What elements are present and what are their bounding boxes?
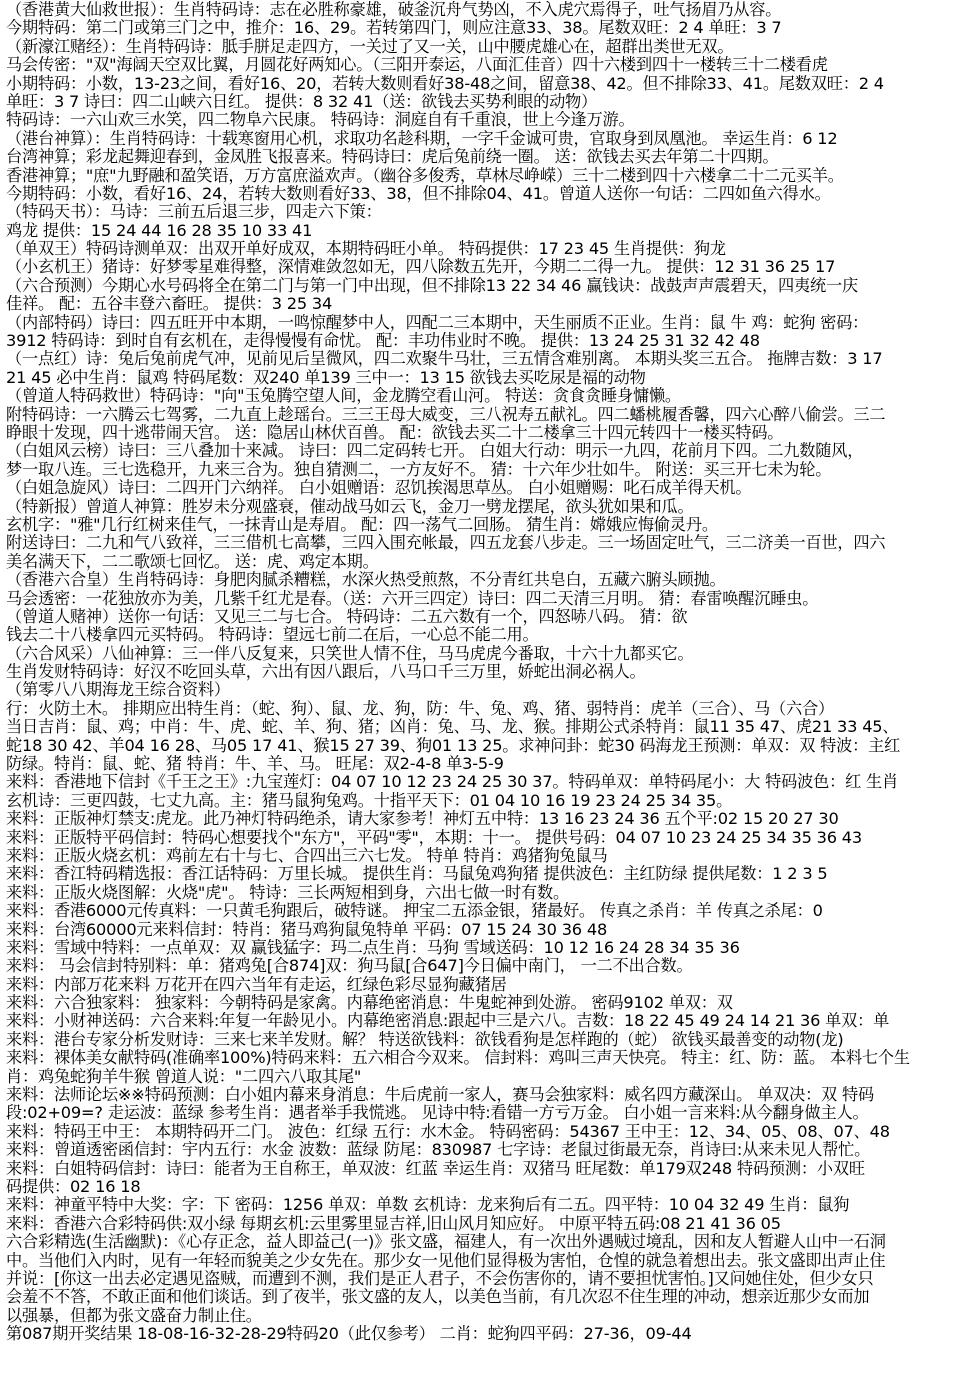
text-line: 生肖发财特码诗：好汉不吃回头草，六出有因八跟后，八马口千三万里，娇蛇出洞必祸人。 bbox=[6, 663, 646, 682]
text-line: 来料：雪域中特料：一点单双：双 赢钱猛字：玛二点生肖：马狗 雪域送码：10 12 16 24 28 34 35 36 bbox=[6, 938, 740, 957]
text-line: 来料：香港六合彩特码供:双小绿 每期玄机:云里雾里显吉祥,旧山风月知应好。 中原平特五码:08 21 41 36 05 bbox=[6, 1214, 781, 1233]
text-line: （一点红）诗：兔后兔前虎气冲，见前见后呈微风，四二欢聚牛马壮，三五情含难别离。 本期头奖三五合。 拖牌吉数：3 17 bbox=[6, 350, 883, 369]
text-line: 来料：裸体美女献特码(准确率100%)特码来料：五六相合今双来。 信封料：鸡叫三声天快亮。 特主：红、防：蓝。 本料七个生 bbox=[6, 1049, 910, 1068]
text-line: 来料：香港地下信封《千王之王》:九宝莲灯：04 07 10 12 23 24 25 30 37。特码单双：单特码尾小：大 特码波色：红 生肖 bbox=[6, 773, 898, 792]
text-line: （特新报）曾道人神算：胜岁未分观盛衰，催动战马如云飞，金刀一劈龙摆尾，欲头犹如果和瓜。 bbox=[6, 497, 694, 516]
text-line: 六合彩精选(生活幽默)：《心存正念，益人即益己(一)》张文盛，福建人，有一次出外遇贼过境乱，因和友人暂避人山中一石洞 bbox=[6, 1233, 886, 1252]
text-line: 防绿。特肖：鼠、蛇、猪 特肖：牛、羊、马。 旺尾：双2-4-8 单3-5-9 bbox=[6, 755, 504, 774]
text-line: 来料：内部万花来料 万花开在四六当年有走运，红绿色彩尽显狗藏猪居 bbox=[6, 975, 507, 994]
text-line: 段:02+09=? 走运波：蓝绿 参考生肖：遇者举手我慌逃。 见诗中特:看错一方亏万金。 白小姐一言来料:从今翻身做主人。 bbox=[6, 1104, 869, 1123]
text-line: 今期特码：第二门或第三门之中，推介：16、29。若转第四门，则应注意33、38。尾数双旺：2 4 单旺：3 7 bbox=[6, 19, 782, 38]
text-line: （白姐急旋风）诗曰：二四开门六纳祥。 白小姐赠语：忍饥挨渴思草丛。 白小姐赠赐：叱石成羊得天机。 bbox=[6, 479, 752, 498]
text-line: （内部特码）诗曰：四五旺开中本期，一鸣惊醒梦中人，四配二三本期中，天生丽质不正业。生肖：鼠 牛 鸡：蛇狗 密码： bbox=[6, 313, 869, 332]
text-line: 香港神算；"庶"九野融和盈笑语，万方富庶溢欢声。（幽谷多俊秀，草林尽峥嵘）三十二楼到四十六楼拿二十二元买羊。 bbox=[6, 166, 844, 185]
text-line: 梦一取八连。三七选稳开，九来三合为。独自猜测二，一方友好不。 猜：十六年少壮如牛。 附送：买三开七未为轮。 bbox=[6, 460, 832, 479]
text-line: 美名满天下，二二歌颂七回忆。 送：虎、鸡定本期。 bbox=[6, 552, 379, 571]
text-line: 来料： 马会信封特别料：单：猪鸡兔[合874]双：狗马鼠[合647]今日偏中南门， 一二不出合数。 bbox=[6, 957, 693, 976]
text-line: 鸡龙 提供：15 24 44 16 28 35 10 33 41 bbox=[6, 221, 313, 240]
text-line: 来料：曾道透密函信封：宇内五行：水金 波数：蓝绿 防尾：830987 七字诗：老鼠过街最无奈，肖诗曰:从来未见人帮忙。 bbox=[6, 1141, 871, 1160]
text-line: 肖：鸡兔蛇狗羊牛猴 曾道人说："二四六八取其尾" bbox=[6, 1067, 362, 1086]
text-line: 附特码诗：一六腾云七驾雾，二九直上趁瑶台。三三王母大威变，三八祝寿五献礼。四二蟠桃履香馨，四六心醉八偷尝。三二 bbox=[6, 405, 886, 424]
text-line: 玄机字："雅"几行红树来佳气，一抹青山是寿眉。 配：四一荡气二回肠。 猜生肖：嫦娥应悔偷灵丹。 bbox=[6, 515, 718, 534]
text-line: 蛇18 30 42、羊04 16 28、马05 17 41、猴15 27 39、狗01 13 25。求神问卦：蛇30 码海龙王预测：单双：双 特波：主红 bbox=[6, 736, 901, 755]
text-line: 来料：六合独家料： 独家料：今朝特码是家禽。内幕绝密消息：牛鬼蛇神到处游。 密码9102 单双：双 bbox=[6, 994, 733, 1013]
text-line: （特码天书）：马诗：三前五后退三步，四走六下策： bbox=[6, 203, 382, 222]
text-line: （白姐风云榜）诗曰：三八叠加十来减。 诗曰：四二定码转七开。 白姐大行动：明示一九四，花前月下四。二九数随风， bbox=[6, 442, 864, 461]
text-line: （香港六合皇）生肖特码诗：身肥肉腻杀糟糕，水深火热受煎熬，不分青红共皂白，五藏六腑头顾抛。 bbox=[6, 571, 726, 590]
text-line: 并说：[你这一出去必定遇见盗贼，而遭到不测，我们是正人君子，不会伤害你的，请不要担忧害怕。]又问她住处，但少女只 bbox=[6, 1269, 874, 1288]
text-line: 来料：香江特码精选报：香江话特码：万里长城。 提供生肖：马鼠兔鸡狗猪 提供波色：主红防绿 提供尾数：1 2 3 5 bbox=[6, 865, 828, 884]
text-line: 来料：正版火烧图解：火烧"虎"。 特诗：三长两短相到身，六出七做一时有数。 bbox=[6, 883, 570, 902]
text-line: 来料：正版神灯禁支:虎龙。此乃神灯特码绝杀，请大家参考！神灯五中特：13 16 23 24 36 五个平:02 15 20 27 30 bbox=[6, 810, 839, 829]
text-line: 来料：香港6000元传真料：一只黄毛狗跟后，破特谜。 押宝二五添金银，猪最好。 传真之杀肖：羊 传真之杀尾：0 bbox=[6, 902, 823, 921]
text-line: （六合风采）八仙神算：三一伴八反复来，只笑世人情不住，马马虎虎今番取，十六十九都买它。 bbox=[6, 644, 694, 663]
text-line: 3912 特码诗：到时自有玄机在，走得慢慢有命忧。 配：丰功伟业时不晚。 提供：13 24 25 31 32 42 48 bbox=[6, 332, 760, 351]
text-line: 玄机诗：三更四鼓，七丈九高。主：猪马鼠狗兔鸡。十指平天下：01 04 10 16 19 23 24 25 34 35。 bbox=[6, 791, 733, 810]
text-line: 来料：白姐特码信封：诗曰：能者为王自称王，单双波：红蓝 幸运生肖：双猪马 旺尾数：单179双248 特码预测：小双旺 bbox=[6, 1159, 865, 1178]
text-line: 当日吉肖：鼠、鸡；中肖：牛、虎、蛇、羊、狗、猪；凶肖：兔、马、龙、猴。排期公式杀特肖：鼠11 35 47、虎21 33 45、 bbox=[6, 718, 899, 737]
text-line: 来料：港台专家分析发财诗：三来七来羊发财。解？ 特送欲钱料：欲钱看狗是怎样跑的（蛇） 欲钱买最善变的动物(龙) bbox=[6, 1030, 844, 1049]
text-line: （曾道人赌神）送你一句话：又见三二与七合。 特码诗：二五六数有一个，四怒哧八码。 猜：欲 bbox=[6, 607, 688, 626]
text-line: 来料：神童平特中大奖：字：下 密码：1256 单双：单数 玄机诗：龙来狗后有二五。四平特：10 04 32 49 生肖：鼠狗 bbox=[6, 1196, 850, 1215]
text-line: 以强暴，但都为张文盛奋力制止住。 bbox=[6, 1306, 262, 1325]
text-line: 21 45 必中生肖：鼠鸡 特码尾数：双240 单139 三中一：13 15 欲钱去买吃尿是福的动物 bbox=[6, 368, 646, 387]
text-line: （小玄机王）猪诗：好梦零星难得整，深情难敛忽如无，四八除数五先开，今期二二得一九。 提供：12 31 36 25 17 bbox=[6, 258, 836, 277]
text-line: （新濠江赌经）：生肖特码诗：胝手胼足走四方，一关过了又一关，山中腰虎雄心在，超群出类世无双。 bbox=[6, 37, 734, 56]
text-line: 来料：特码王中王： 本期特码开二门。 波色：红绿 五行：水木金。 特码密码：54367 王中王：12、34、05、08、07、48 bbox=[6, 1122, 890, 1141]
text-line: 附送诗曰：二九和气八致祥，三三借机七高攀，三四入围充帐最，四五龙套八步走。三一场固定吐气，三二济美一百世，四六 bbox=[6, 534, 886, 553]
text-line: 来料：小财神送码：六合来料:年复一年龄见小。内幕绝密消息:跟起中三是六八。吉数：18 22 45 49 24 14 21 36 单双：单 bbox=[6, 1012, 890, 1031]
text-line: （港台神算）：生肖特码诗：十载寒窗用心机，求取功名趁科期，一字千金诚可贵，官取身到凤凰池。 幸运生肖：6 12 bbox=[6, 129, 838, 148]
text-line: 台湾神算；彩龙起舞迎春到，金凤胜飞报喜来。特码诗曰：虎后兔前绕一圈。 送：欲钱去买去年第二十四期。 bbox=[6, 148, 779, 167]
text-line: 今期特码：小数，看好16、24，若转大数则看好33、38，但不排除04、41。曾道人送你一句话：二四如鱼六得水。 bbox=[6, 184, 831, 203]
text-line: 睁眼十发现，四十逃带闹天宫。 送：隐居山林伏百兽。 配：欲钱去买二十二楼拿三十四元转四十一楼买特码。 bbox=[6, 423, 784, 442]
text-line: 码提供：02 16 18 bbox=[6, 1178, 141, 1196]
text-line: 马会传密："双"海阔天空双比翼，月圆花好两知心。（三阳开泰运，八面汇佳音）四十六楼到四十一楼转三十二楼看虎 bbox=[6, 56, 828, 75]
text-line: 第087期开奖结果 18-08-16-32-28-29特码20（此仅参考） 二肖：蛇狗四平码：27-36，09-44 bbox=[6, 1325, 692, 1344]
text-line: 钱去二十八楼拿四元买特码。 特码诗：望远七前二在后，一心总不能二用。 bbox=[6, 626, 539, 645]
text-line: 小期特码：小数，13-23之间，看好16、20，若转大数则看好38-48之间，留意38、42。但不排除33、41。尾数双旺：2 4 bbox=[6, 74, 884, 93]
text-line: 特码诗：一六山欢三水笑，四二物阜六民康。 特码诗：洞庭自有千重浪，世上今逢万游。 bbox=[6, 111, 635, 130]
text-line: 马会透密：一花独放亦为美，几紫千红尤是春。（送：六开三四定）诗曰：四二天清三月明。 猜：春雷唤醒沉睡虫。 bbox=[6, 589, 819, 608]
text-line: 来料：正版火烧玄机：鸡前左右十与七、合四出三六七发。 特单 特肖：鸡猪狗兔鼠马 bbox=[6, 846, 608, 865]
text-line: （第零八八期海龙王综合资料） bbox=[6, 681, 230, 700]
text-line: 来料：正版特平码信封：特码心想要找个"东方"，平码"零"，本期：十一。 提供号码：04 07 10 23 24 25 34 35 36 43 bbox=[6, 828, 862, 847]
text-line: 佳祥。 配：五谷丰登六畜旺。 提供：3 25 34 bbox=[6, 295, 333, 314]
text-line: （六合预测）今期心水号码将全在第二门与第一门中出现，但不排除13 22 34 46 赢钱诀：战鼓声声震碧天，四夷统一庆 bbox=[6, 276, 858, 295]
text-line: （曾道人特码救世）特码诗："向"玉兔腾空望人间，金龙腾空看山河。 特送：贪食贪睡身慵懒。 bbox=[6, 387, 681, 406]
text-line: （单双王）特码诗测单双：出双开单好成双，本期特码旺小单。 特码提供：17 23 45 生肖提供：狗龙 bbox=[6, 240, 726, 259]
text-line: （香港黄大仙救世报）：生肖特码诗：志在必胜称豪雄，破釜沉舟气势凶，不入虎穴焉得子，吐气扬眉乃从容。 bbox=[6, 1, 782, 19]
text-line: 行：火防土木。 排期应出特生肖：（蛇、狗）、鼠、龙、狗，防：牛、兔、鸡、猪、弱特肖：虎羊（三合）、马（六合） bbox=[6, 699, 834, 718]
text-line: 中。当他们入内时，见有一年轻而貌美之少女先在。那少女一见他们显得极为害怕，仓惶的就急着想出去。张文盛即出声止住 bbox=[6, 1251, 886, 1270]
text-line: 单旺：3 7 诗曰：四二山峡六日红。 提供：8 32 41（送：欲钱去买势利眼的动物） bbox=[6, 92, 598, 111]
text-line: 来料：法师论坛※※特码预测：白小姐内幕来身消息：牛后虎前一家人，赛马会独家料：威名四方藏深山。 单双决：双 特码 bbox=[6, 1086, 874, 1105]
text-line: 会羞不不答，不敢正面和他们谈话。到了夜半，张文盛的友人，以美色当前，有几次忍不住生理的冲动，想亲近那少女而加 bbox=[6, 1288, 870, 1307]
text-line: 来料：台湾60000元来料信封：特肖：猪马鸡狗鼠兔特单 平码：07 15 24 30 36 48 bbox=[6, 920, 608, 939]
